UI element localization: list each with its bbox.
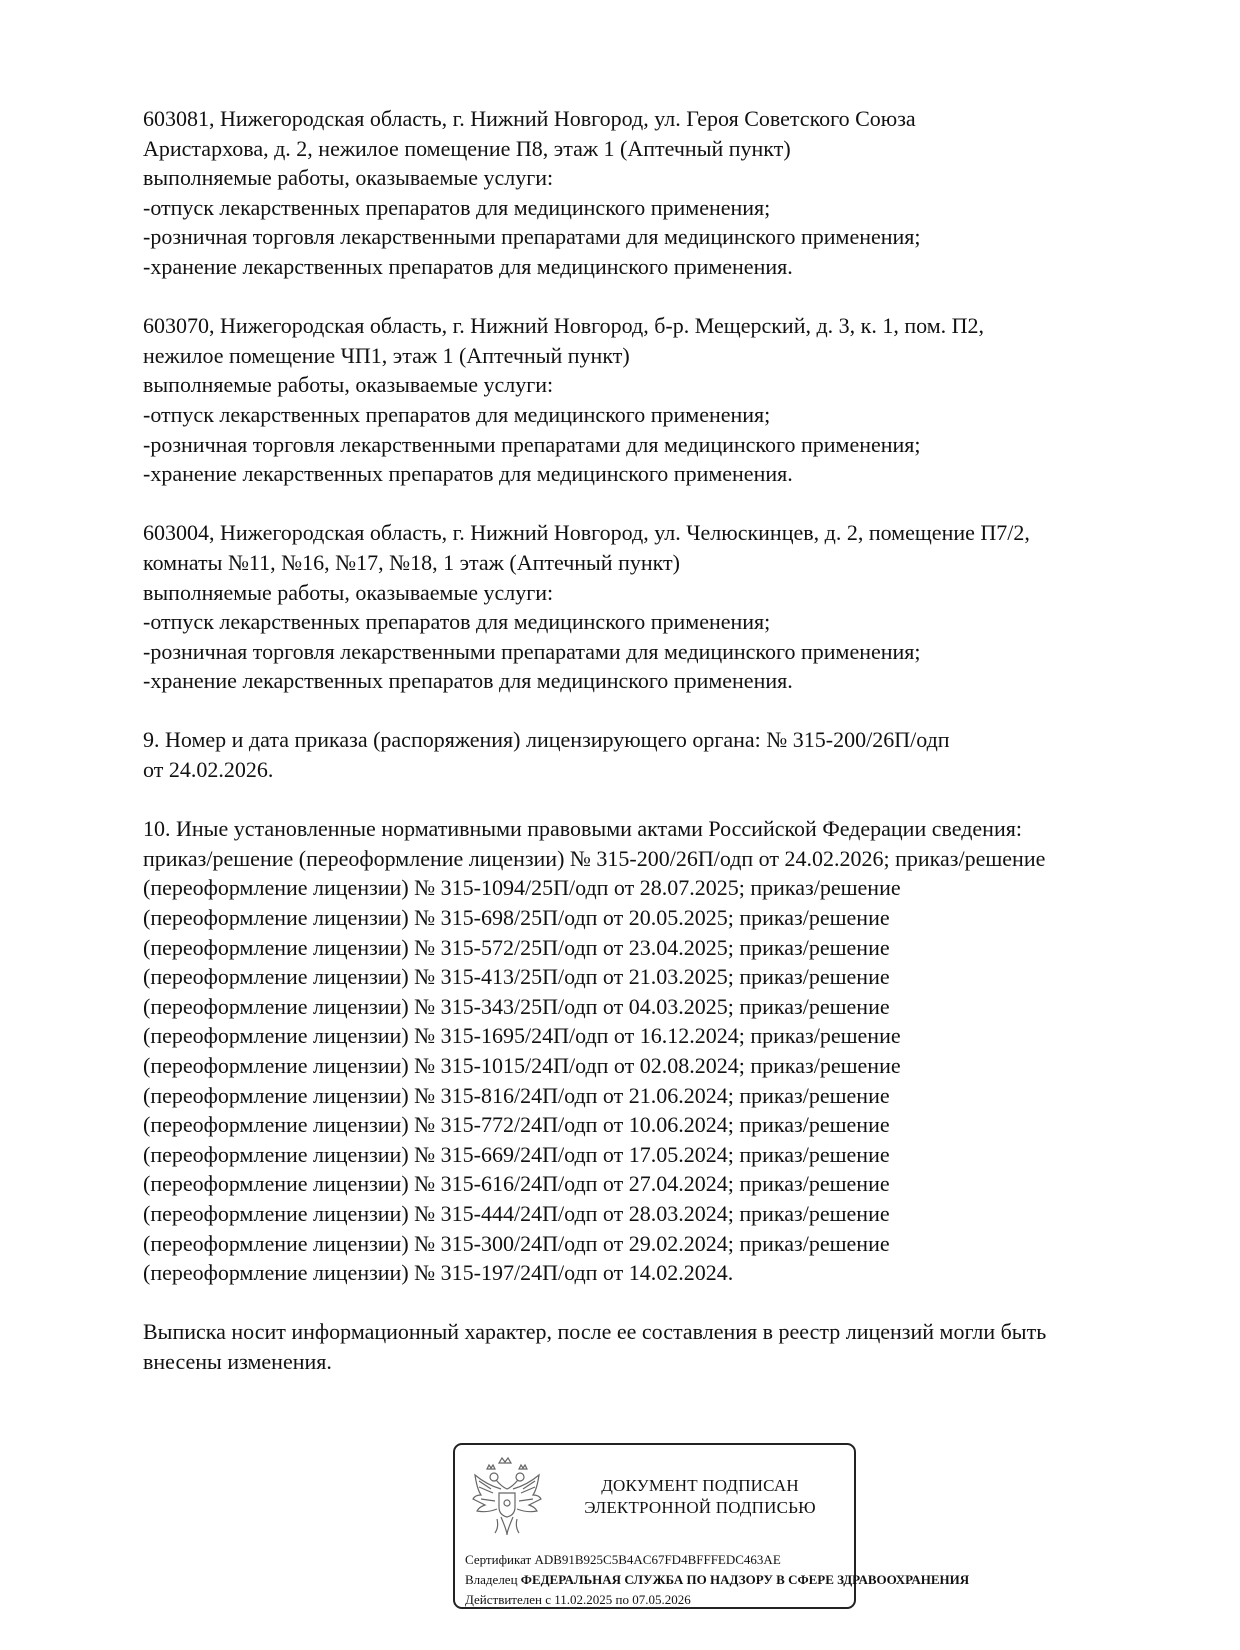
text-line: от 24.02.2026. bbox=[143, 757, 274, 783]
text-line: (переоформление лицензии) № 315-1094/25П/одп от 28.07.2025; приказ/решение bbox=[143, 875, 901, 901]
pharmacy-address-block-1 bbox=[143, 104, 1143, 282]
pharmacy-address-block-3 bbox=[143, 518, 1143, 696]
other-information-section bbox=[143, 814, 1143, 1288]
text-line: -хранение лекарственных препаратов для медицинского применения. bbox=[143, 461, 793, 487]
text-line: (переоформление лицензии) № 315-343/25П/одп от 04.03.2025; приказ/решение bbox=[143, 993, 890, 1019]
text-line: (переоформление лицензии) № 315-197/24П/одп от 14.02.2024. bbox=[143, 1260, 734, 1286]
text-line: (переоформление лицензии) № 315-413/25П/одп от 21.03.2025; приказ/решение bbox=[143, 964, 890, 990]
text-line: (переоформление лицензии) № 315-669/24П/одп от 17.05.2024; приказ/решение bbox=[143, 1141, 890, 1167]
text-line: 10. Иные установленные нормативными правовыми актами Российской Федерации сведения: bbox=[143, 816, 1022, 842]
text-line: (переоформление лицензии) № 315-772/24П/одп от 10.06.2024; приказ/решение bbox=[143, 1112, 890, 1138]
stamp-title-line: ДОКУМЕНТ ПОДПИСАН bbox=[601, 1476, 799, 1495]
text-line: -отпуск лекарственных препаратов для медицинского применения; bbox=[143, 401, 771, 427]
disclaimer-note bbox=[143, 1317, 1143, 1376]
text-line: выполняемые работы, оказываемые услуги: bbox=[143, 372, 554, 398]
russian-coat-of-arms-icon bbox=[469, 1455, 545, 1541]
text-line: комнаты №11, №16, №17, №18, 1 этаж (Аптечный пункт) bbox=[143, 549, 680, 575]
valid-value: с 11.02.2025 по 07.05.2026 bbox=[545, 1592, 691, 1607]
text-line: (переоформление лицензии) № 315-1695/24П/одп от 16.12.2024; приказ/решение bbox=[143, 1023, 901, 1049]
owner-row bbox=[465, 1570, 970, 1590]
stamp-title bbox=[555, 1475, 845, 1519]
valid-label: Действителен bbox=[465, 1592, 542, 1607]
text-line: (переоформление лицензии) № 315-572/25П/одп от 23.04.2025; приказ/решение bbox=[143, 934, 890, 960]
text-line: (переоформление лицензии) № 315-1015/24П/одп от 02.08.2024; приказ/решение bbox=[143, 1053, 901, 1078]
stamp-details bbox=[465, 1550, 970, 1610]
owner-label: Владелец bbox=[465, 1572, 518, 1587]
text-line: 603004, Нижегородская область, г. Нижний Новгород, ул. Челюскинцев, д. 2, помещение П7/2, bbox=[143, 520, 1030, 546]
text-line: -хранение лекарственных препаратов для медицинского применения. bbox=[143, 668, 793, 694]
electronic-signature-stamp bbox=[453, 1443, 970, 1609]
text-line: Аристархова, д. 2, нежилое помещение П8, этаж 1 (Аптечный пункт) bbox=[143, 135, 791, 161]
text-line: -отпуск лекарственных препаратов для медицинского применения; bbox=[143, 609, 771, 635]
text-line: выполняемые работы, оказываемые услуги: bbox=[143, 579, 554, 605]
text-line: 9. Номер и дата приказа (распоряжения) лицензирующего органа: № 315-200/26П/одп bbox=[143, 727, 950, 753]
text-line: выполняемые работы, оказываемые услуги: bbox=[143, 165, 554, 191]
text-line: -отпуск лекарственных препаратов для медицинского применения; bbox=[143, 194, 771, 220]
text-line: 603070, Нижегородская область, г. Нижний Новгород, б-р. Мещерский, д. 3, к. 1, пом. П2, bbox=[143, 313, 985, 339]
text-line: -розничная торговля лекарственными препаратами для медицинского применения; bbox=[143, 224, 921, 250]
certificate-value: ADB91B925C5B4AC67FD4BFFFEDC463AE bbox=[534, 1552, 781, 1567]
stamp-title-line: ЭЛЕКТРОННОЙ ПОДПИСЬЮ bbox=[584, 1498, 816, 1517]
text-line: (переоформление лицензии) № 315-698/25П/одп от 20.05.2025; приказ/решение bbox=[143, 905, 890, 931]
pharmacy-address-block-2 bbox=[143, 311, 1143, 489]
validity-row bbox=[465, 1590, 855, 1610]
text-line: внесены изменения. bbox=[143, 1348, 332, 1374]
certificate-label: Сертификат bbox=[465, 1552, 532, 1567]
text-line: нежилое помещение ЧП1, этаж 1 (Аптечный пункт) bbox=[143, 342, 630, 368]
text-line: (переоформление лицензии) № 315-816/24П/одп от 21.06.2024; приказ/решение bbox=[143, 1082, 890, 1108]
text-line: -розничная торговля лекарственными препаратами для медицинского применения; bbox=[143, 638, 921, 664]
text-line: приказ/решение (переоформление лицензии) № 315-200/26П/одп от 24.02.2026; приказ/решение bbox=[143, 845, 1046, 871]
text-line: (переоформление лицензии) № 315-444/24П/одп от 28.03.2024; приказ/решение bbox=[143, 1200, 890, 1226]
owner-value: ФЕДЕРАЛЬНАЯ СЛУЖБА ПО НАДЗОРУ В СФЕРЕ ЗДРАВООХРАНЕНИЯ bbox=[520, 1572, 970, 1587]
document-body bbox=[143, 104, 1143, 1406]
text-line: Выписка носит информационный характер, после ее составления в реестр лицензий могли быть bbox=[143, 1319, 1047, 1345]
order-number-section bbox=[143, 725, 1143, 784]
text-line: 603081, Нижегородская область, г. Нижний Новгород, ул. Героя Советского Союза bbox=[143, 106, 916, 131]
text-line: (переоформление лицензии) № 315-616/24П/одп от 27.04.2024; приказ/решение bbox=[143, 1171, 890, 1197]
certificate-row bbox=[465, 1550, 855, 1570]
text-line: -хранение лекарственных препаратов для медицинского применения. bbox=[143, 253, 793, 279]
text-line: -розничная торговля лекарственными препаратами для медицинского применения; bbox=[143, 431, 921, 457]
text-line: (переоформление лицензии) № 315-300/24П/одп от 29.02.2024; приказ/решение bbox=[143, 1230, 890, 1256]
